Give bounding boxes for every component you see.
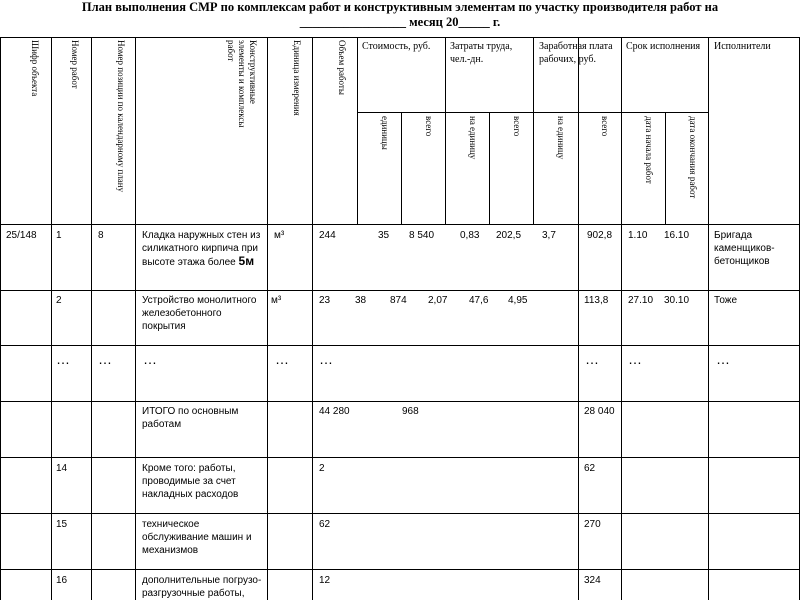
grid-line (578, 37, 579, 600)
row16-volume: 12 (319, 575, 331, 586)
grid-line (267, 37, 268, 600)
grid-line (708, 37, 709, 600)
header-wages-total: всего (600, 116, 610, 137)
row1-start: 1.10 (628, 230, 648, 241)
row2-volume: 23 (319, 295, 331, 306)
row2-start: 27.10 (628, 295, 654, 306)
row1-pos: 8 (98, 230, 104, 241)
header-calendar-position: Номер позиции по календарному плану (116, 40, 126, 193)
grid-line (51, 37, 52, 600)
header-volume: Объем работы (337, 40, 347, 95)
total-name: ИТОГО по основным работам (142, 406, 239, 430)
ellipsis-volume: … (319, 351, 333, 367)
row2-cost-total: 874 (390, 295, 407, 306)
row1-code: 25/148 (6, 230, 37, 241)
ellipsis-work-no: … (56, 351, 70, 367)
grid-line (445, 37, 446, 224)
header-unit: Единица измерения (292, 40, 302, 116)
header-labor-per-unit: на единицу (468, 116, 478, 160)
grid-line (0, 513, 800, 514)
row15-name: техническое обслуживание машин и механизмов (142, 519, 252, 556)
row1-work-no: 1 (56, 230, 62, 241)
row16-name: дополнительные погрузо-разгрузочные работы, (142, 575, 262, 599)
header-cost: Стоимость, руб. (362, 41, 431, 52)
header-cost-total: всего (424, 116, 434, 137)
grid-line (357, 37, 358, 224)
header-labor-total: всего (512, 116, 522, 137)
ellipsis-name: … (143, 351, 157, 367)
row1-wage-total: 902,8 (587, 230, 613, 241)
ellipsis-term: … (628, 351, 642, 367)
grid-line (0, 345, 800, 346)
header-term: Срок исполнения (626, 41, 701, 52)
row1-name-big: 5м (238, 254, 255, 268)
grid-line (0, 401, 800, 402)
row15-work-no: 15 (56, 519, 68, 530)
row2-labor-total: 47,6 (469, 295, 489, 306)
row14-volume: 2 (319, 463, 325, 474)
row1-labor-total: 202,5 (496, 230, 522, 241)
grid-line (533, 37, 534, 224)
header-wages-per-unit: на единицу (556, 116, 566, 160)
grid-line (0, 290, 800, 291)
row2-cost-unit: 38 (355, 295, 367, 306)
ellipsis-pos: … (98, 351, 112, 367)
row2-unit: м³ (271, 295, 282, 306)
row2-executor: Тоже (714, 295, 738, 306)
row1-executor: Бригада каменщиков-бетонщиков (714, 230, 775, 267)
row2-wage-unit: 4,95 (508, 295, 528, 306)
row1-name-text: Кладка наружных стен из силикатного кирпича при высоте этажа более (142, 230, 261, 268)
grid-line (0, 569, 800, 570)
ellipsis-wage-total: … (585, 351, 599, 367)
ellipsis-unit: … (275, 351, 289, 367)
row2-labor-unit: 2,07 (428, 295, 448, 306)
grid-line (665, 112, 666, 224)
total-wage-total: 28 040 (584, 406, 615, 417)
grid-line (0, 224, 800, 225)
total-volume: 44 280 (319, 406, 350, 417)
row1-wage-unit: 3,7 (542, 230, 556, 241)
row2-end: 30.10 (664, 295, 690, 306)
row15-volume: 62 (319, 519, 331, 530)
row14-name: Кроме того: работы, проводимые за счет накладных расходов (142, 463, 239, 500)
row16-wage-total: 324 (584, 575, 601, 586)
header-end-date: дата окончания работ (688, 116, 698, 199)
row1-unit: м³ (274, 230, 285, 241)
header-wages: Заработная плата рабочих, руб. (539, 41, 613, 65)
grid-line (91, 37, 92, 600)
document-subtitle: _________________ месяц 20_____ г. (299, 15, 501, 29)
header-cost-per-unit: единицы (380, 116, 390, 150)
grid-line (621, 37, 622, 600)
grid-line (135, 37, 136, 600)
row1-volume: 244 (319, 230, 336, 241)
row14-work-no: 14 (56, 463, 68, 474)
grid-line (0, 457, 800, 458)
row2-work-no: 2 (56, 295, 62, 306)
header-work-number: Номер работ (70, 40, 80, 89)
header-structural-elements: Конструктивные элементы и комплексы работ (226, 40, 258, 128)
row2-wage-total: 113,8 (584, 295, 609, 306)
row1-name (142, 229, 264, 269)
total-cost-total: 968 (402, 406, 419, 417)
row15-wage-total: 270 (584, 519, 601, 530)
header-labor: Затраты труда, чел.-дн. (450, 41, 513, 65)
row1-cost-unit: 35 (378, 230, 390, 241)
ellipsis-executor: … (716, 351, 730, 367)
document-title: План выполнения СМР по комплексам работ и конструктивным элементам по участку производителя работ на (81, 0, 719, 14)
header-start-date: дата начала работ (644, 116, 654, 184)
row14-wage-total: 62 (584, 463, 596, 474)
row1-labor-unit: 0,83 (460, 230, 480, 241)
row16-work-no: 16 (56, 575, 68, 586)
grid-line (0, 37, 1, 600)
header-executors: Исполнители (714, 41, 771, 52)
grid-line (489, 112, 490, 224)
row1-end: 16.10 (664, 230, 690, 241)
header-object-code: Шифр объекта (30, 40, 40, 97)
grid-line (312, 37, 313, 600)
grid-line (401, 112, 402, 224)
row2-name: Устройство монолитного железобетонного покрытия (142, 295, 257, 332)
grid-line (0, 37, 800, 38)
row1-cost-total: 8 540 (409, 230, 435, 241)
